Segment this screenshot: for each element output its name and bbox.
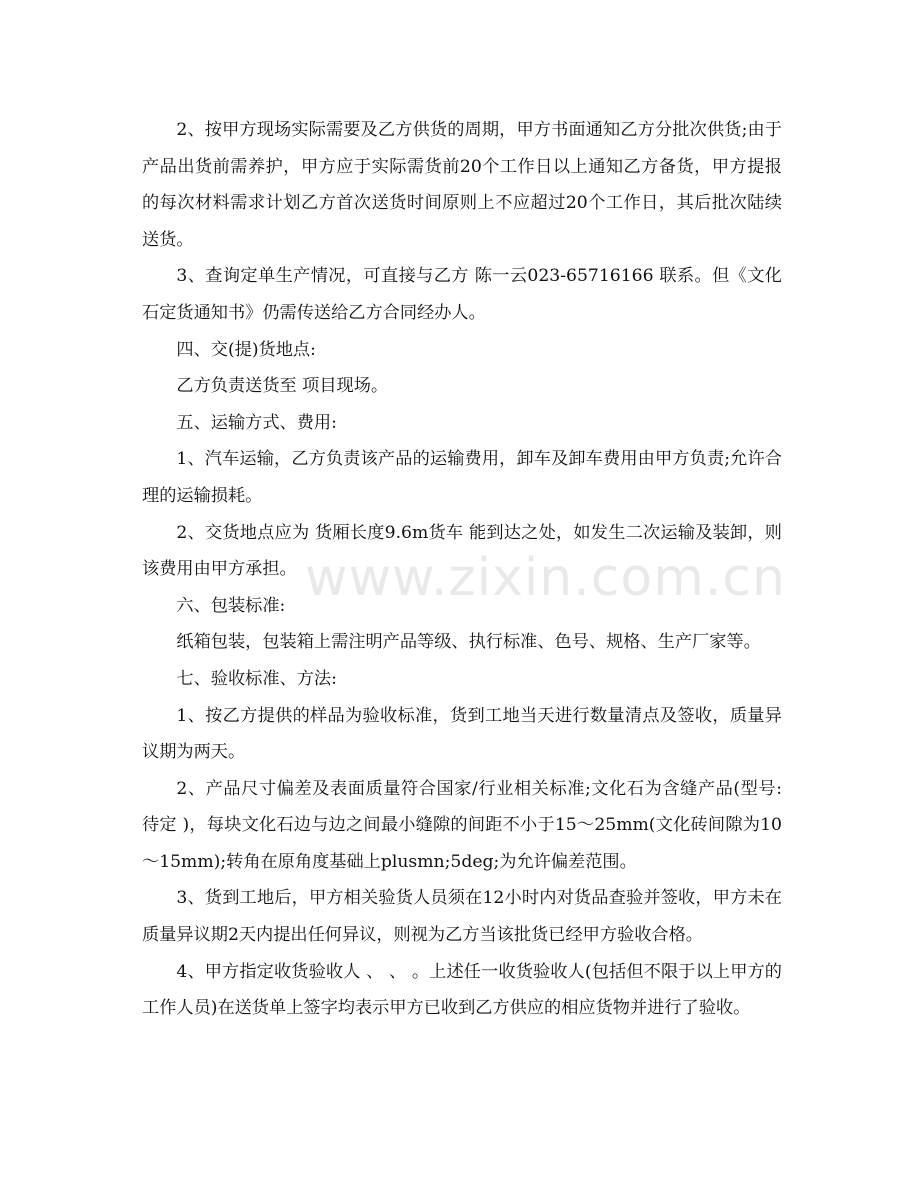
paragraph-order-inquiry: 3、查询定单生产情况，可直接与乙方 陈一云023-65716166 联系。但《文化石定货通知书》仍需传送给乙方合同经办人。	[142, 266, 782, 323]
paragraph-transport-2: 2、交货地点应为 货厢长度9.6m货车 能到达之处，如发生二次运输及装卸，则该费用由甲方承担。	[142, 522, 782, 580]
section-heading-acceptance: 七、验收标准、方法:	[176, 668, 337, 689]
paragraph-packaging: 纸箱包装，包装箱上需注明产品等级、执行标准、色号、规格、生产厂家等。	[176, 632, 761, 653]
paragraph-transport-1: 1、汽车运输，乙方负责该产品的运输费用，卸车及卸车费用由甲方负责;允许合理的运输损耗。	[142, 449, 782, 506]
paragraph-acceptance-1: 1、按乙方提供的样品为验收标准，货到工地当天进行数量清点及签收，质量异议期为两天。	[142, 705, 782, 763]
section-heading-packaging: 六、包装标准:	[176, 595, 286, 616]
document-body	[142, 112, 782, 1027]
paragraph-acceptance-4: 4、甲方指定收货验收人 、 、 。上述任一收货验收人(包括但不限于以上甲方的工作人员)在送货单上签字均表示甲方已收到乙方供应的相应货物并进行了验收。	[142, 961, 782, 1019]
section-heading-transport: 五、运输方式、费用:	[176, 412, 337, 433]
section-heading-delivery-location: 四、交(提)货地点:	[176, 339, 316, 360]
watermark: www.zixin.com.cn	[305, 548, 786, 608]
paragraph-acceptance-3: 3、货到工地后，甲方相关验货人员须在12小时内对货品查验并签收，甲方未在质量异议期2天内提出任何异议，则视为乙方当该批货已经甲方验收合格。	[142, 888, 782, 946]
paragraph-acceptance-2: 2、产品尺寸偏差及表面质量符合国家/行业相关标准;文化石为含缝产品(型号: 待定 )，每块文化石边与边之间最小缝隙的间距不小于15～25mm(文化砖间隙为10～15mm);转角在原角度基础上plusmn;5deg;为允许偏差范围。	[142, 778, 782, 872]
paragraph-supply-schedule: 2、按甲方现场实际需要及乙方供货的周期，甲方书面通知乙方分批次供货;由于产品出货前需养护，甲方应于实际需货前20个工作日以上通知乙方备货，甲方提报的每次材料需求计划乙方首次送货时间原则上不应超过20个工作日，其后批次陆续送货。	[142, 120, 782, 250]
paragraph-delivery-location: 乙方负责送货至 项目现场。	[176, 376, 389, 397]
